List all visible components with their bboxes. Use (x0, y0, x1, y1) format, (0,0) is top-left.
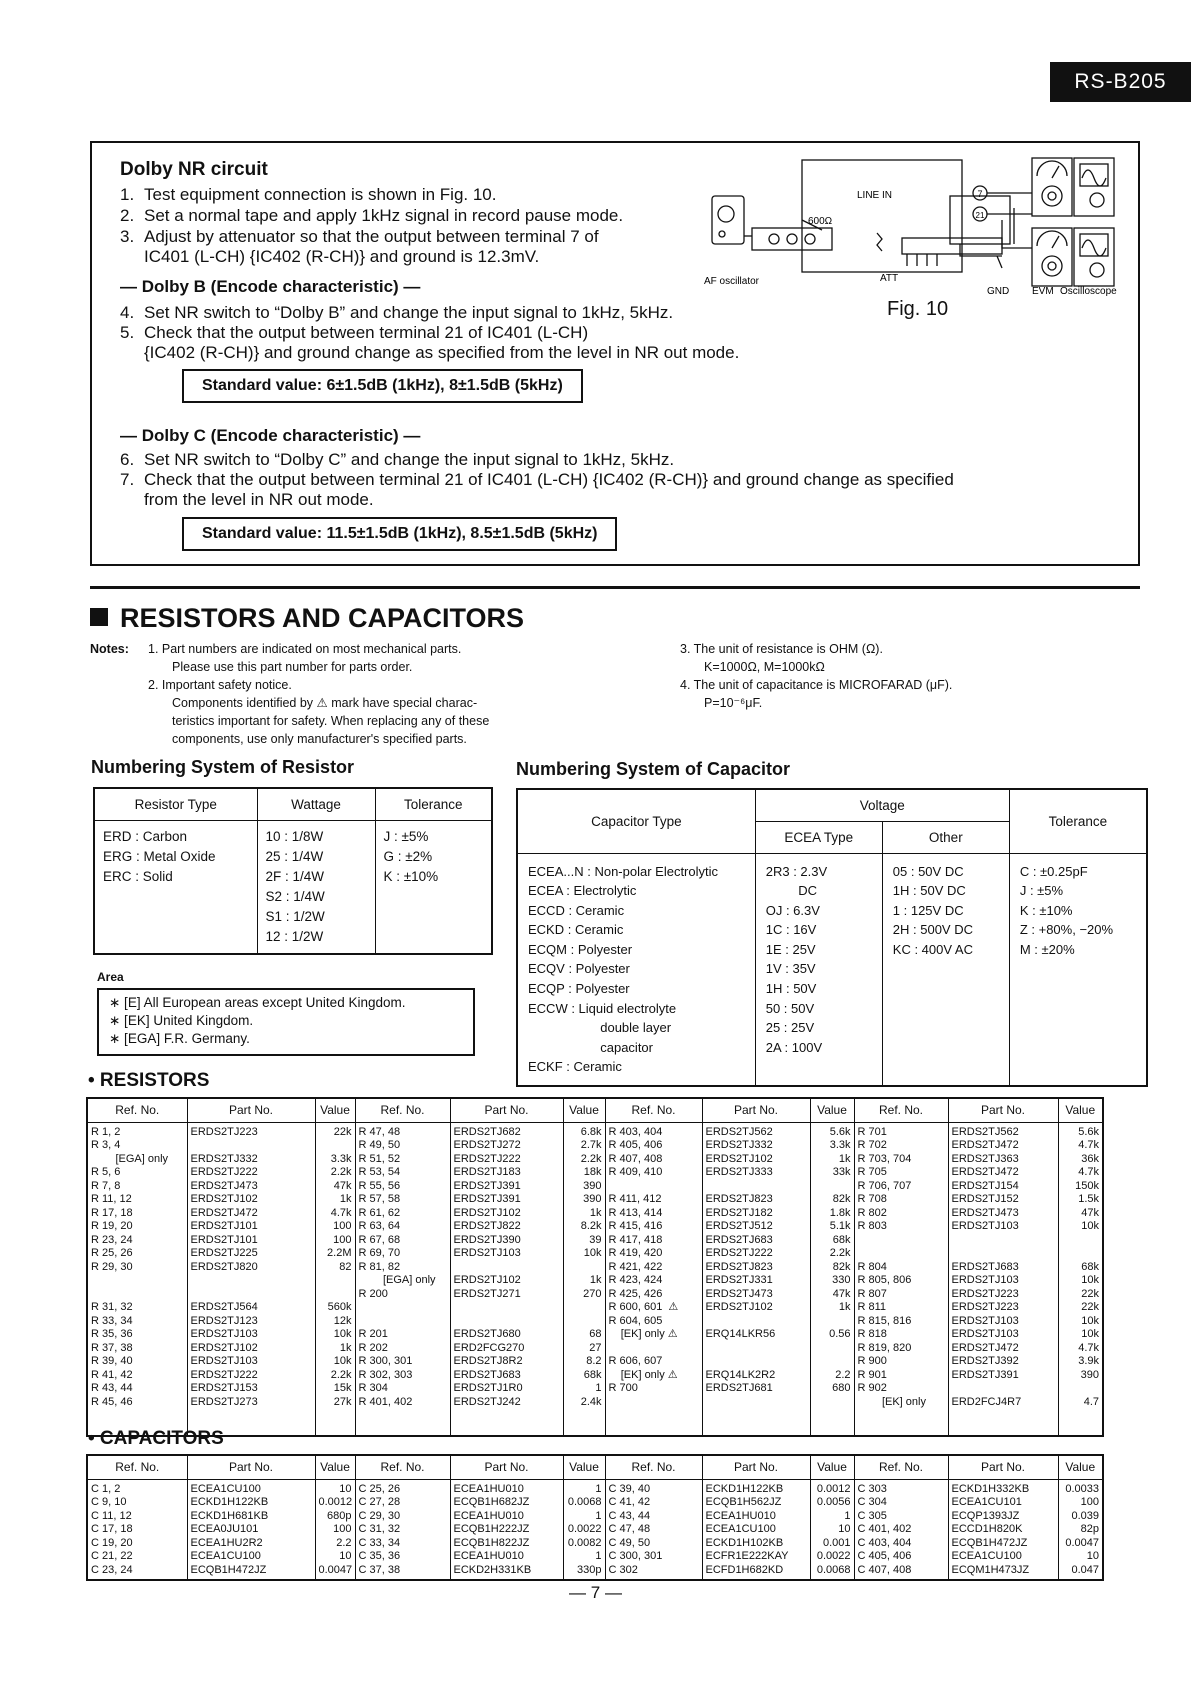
ref-col: C 25, 26 C 27, 28 C 29, 30 C 31, 32 C 33, 34 C 35, 36 C 37, 38 (355, 1479, 450, 1580)
gnd-label: GND (987, 286, 1010, 297)
value-col: 5.6k 4.7k 36k 4.7k 150k 1.5k 47k 10k 68k 10k 22k 22k 10k 10k 4.7k 3.9k 390 4.7 (1058, 1122, 1103, 1436)
ref-col: R 1, 2 R 3, 4 [EGA] only R 5, 6 R 7, 8 R 11, 12 R 17, 18 R 19, 20 R 23, 24 R 25, 26 R 29, 30 R 31, 32 R 33, 34 R 35, 36 R 37, 38 R 39, 40 R 41, 42 R 43, 44 R 45, 46 (87, 1122, 187, 1436)
square-bullet-icon (90, 608, 108, 626)
step-line: from the level in NR out mode. (144, 490, 374, 509)
notes-label: Notes: (90, 642, 129, 656)
part-col: ERDS2TJ223 ERDS2TJ332 ERDS2TJ222 ERDS2TJ473 ERDS2TJ102 ERDS2TJ472 ERDS2TJ101 ERDS2TJ101 ERDS2TJ225 ERDS2TJ820 ERDS2TJ564 ERDS2TJ123 ERDS2TJ103 ERDS2TJ102 ERDS2TJ103 ERDS2TJ222 ERDS2TJ153 ERDS2TJ273 (187, 1122, 315, 1436)
part-col: ECEA1CU100 ECKD1H122KB ECKD1H681KB ECEA0JU101 ECEA1HU2R2 ECEA1CU100 ECQB1H472JZ (187, 1479, 315, 1580)
step-line: 6. Set NR switch to “Dolby C” and change the input signal to 1kHz, 5kHz. (120, 450, 675, 469)
evm-label: EVM (1032, 286, 1054, 297)
value-col: 22k 3.3k 2.2k 47k 1k 4.7k 100 100 2.2M 82 560k 12k 10k 1k 10k 2.2k 15k 27k (315, 1122, 355, 1436)
terminal-21-label: 21 (975, 211, 985, 220)
notes-left: 1. Part numbers are indicated on most mechanical parts. Please use this part number for parts order. 2. Important safety notice. Components identified by ⚠ mark have special charac- teristics important for safety. When replacing any of these components, use only manufacturer's specified parts. (148, 642, 490, 746)
part-col: ECEA1HU010 ECQB1H682JZ ECEA1HU010 ECQB1H222JZ ECQB1H822JZ ECEA1HU010 ECKD2H331KB (450, 1479, 563, 1580)
standard-value-c: Standard value: 11.5±1.5dB (1kHz), 8.5±1.5dB (5kHz) (182, 517, 617, 551)
value-col: 0.0012 0.0056 1 10 0.001 0.0022 0.0068 (810, 1479, 854, 1580)
dolby-title: Dolby NR circuit (120, 159, 268, 180)
value-col: 5.6k 3.3k 1k 33k 82k 1.8k 5.1k 68k 2.2k 82k 330 47k 1k 0.56 2.2 680 (810, 1122, 854, 1436)
dolby-b-heading: — Dolby B (Encode characteristic) — (120, 277, 421, 296)
standard-value-b: Standard value: 6±1.5dB (1kHz), 8±1.5dB (5kHz) (182, 369, 583, 403)
section-title: RESISTORS AND CAPACITORS (90, 603, 524, 634)
ref-col: R 403, 404 R 405, 406 R 407, 408 R 409, 410 R 411, 412 R 413, 414 R 415, 416 R 417, 418 R 419, 420 R 421, 422 R 423, 424 R 425, 426 R 600, 601 ⚠ R 604, 605 [EK] only ⚠ R 606, 607 [EK] only ⚠ R 700 (605, 1122, 702, 1436)
value-col: 6.8k 2.7k 2.2k 18k 390 390 1k 8.2k 39 10k 1k 270 68 27 8.2 68k 1 2.4k (563, 1122, 605, 1436)
model-badge: RS-B205 (1050, 62, 1191, 102)
part-col: ERDS2TJ562 ERDS2TJ472 ERDS2TJ363 ERDS2TJ472 ERDS2TJ154 ERDS2TJ152 ERDS2TJ473 ERDS2TJ103 ERDS2TJ683 ERDS2TJ103 ERDS2TJ223 ERDS2TJ223 ERDS2TJ103 ERDS2TJ103 ERDS2TJ472 ERDS2TJ392 ERDS2TJ391 ERD2FCJ4R7 (948, 1122, 1058, 1436)
step-line: 2. Set a normal tape and apply 1kHz signal in record pause mode. (120, 206, 624, 225)
capacitor-numbering-table: Capacitor Type Voltage Tolerance ECEA Type Other ECEA...N : Non-polar Electrolytic ECEA : Electrolytic ECCD : Ceramic ECKD : Ceramic ECQM : Polyester ECQV : Polyester ECQP : Polyester ECCW : Liquid electrolyte double layer capacitor ECKF : Ceramic 2R3 : 2.3V DC OJ : 6.3V 1C : 16V 1E : 25V 1V : 35V 1H : 50V 50 : 50V 25 : 25V 2A : 100V 05 : 50V DC 1H : 50V DC 1 : 125V DC 2H : 500V DC KC : 400V AC C : ±0.25pF J : ±5% K : ±10% Z : +80%, −20% M : ±20% (516, 788, 1148, 1087)
value-col: 0.0033 100 0.039 82p 0.0047 10 0.047 (1058, 1479, 1103, 1580)
ref-col: C 303 C 304 C 305 C 401, 402 C 403, 404 C 405, 406 C 407, 408 (854, 1479, 948, 1580)
resistors-heading: • RESISTORS (88, 1070, 210, 1091)
page-number: — 7 — (569, 1583, 622, 1602)
ohm-label: 600Ω (808, 216, 833, 227)
dolby-c-heading: — Dolby C (Encode characteristic) — (120, 426, 421, 445)
af-oscillator-label: AF oscillator (704, 276, 760, 287)
capacitors-parts-table: Ref. No. Part No. Value Ref. No. Part No. Value Ref. No. Part No. Value Ref. No. Part No. Value C 1, 2 C 9, 10 C 11, 12 C 17, 18 C 19, 20 C 21, 22 C 23, 24 ECEA1CU100 ECKD1H122KB ECKD1H681KB ECEA0JU101 ECEA1HU2R2 ECEA1CU100 ECQB1H472JZ 10 0.0012 680p 100 2.2 10 0.0047 C 25, 26 C 27, 28 C 29, 30 C 31, 32 C 33, 34 C 35, 36 C 37, 38 ECEA1HU010 ECQB1H682JZ ECEA1HU010 ECQB1H222JZ ECQB1H822JZ ECEA1HU010 ECKD2H331KB 1 0.0068 1 0.0022 0.0082 1 330p C 39, 40 C 41, 42 C 43, 44 C 47, 48 C 49, 50 C 300, 301 C 302 ECKD1H122KB ECQB1H562JZ ECEA1HU010 ECEA1CU100 ECKD1H102KB ECFR1E222KAY ECFD1H682KD 0.0012 0.0056 1 10 0.001 0.0022 0.0068 C 303 C 304 C 305 C 401, 402 C 403, 404 C 405, 406 C 407, 408 ECKD1H332KB ECEA1CU101 ECQP1393JZ ECCD1H820K ECQB1H472JZ ECEA1CU100 ECQM1H473JZ 0.0033 100 0.039 82p 0.0047 10 0.047 (86, 1454, 1104, 1581)
fig10-caption: Fig. 10 (887, 298, 949, 320)
section-divider (90, 586, 1140, 589)
step-line: 3. Adjust by attenuator so that the output between terminal 7 of (120, 227, 599, 246)
step-line: 5. Check that the output between terminal 21 of IC401 (L-CH) (120, 323, 589, 342)
part-col: ECKD1H332KB ECEA1CU101 ECQP1393JZ ECCD1H820K ECQB1H472JZ ECEA1CU100 ECQM1H473JZ (948, 1479, 1058, 1580)
att-label: ATT (880, 273, 899, 284)
step-line: 4. Set NR switch to “Dolby B” and change the input signal to 1kHz, 5kHz. (120, 303, 674, 322)
resistor-numbering-table: Resistor Type Wattage Tolerance ERD : Carbon ERG : Metal Oxide ERC : Solid 10 : 1/8W 25 : 1/4W 2F : 1/4W S2 : 1/4W S1 : 1/2W 12 : 1/2W J : ±5% G : ±2% K : ±10% (93, 787, 493, 955)
value-col: 10 0.0012 680p 100 2.2 10 0.0047 (315, 1479, 355, 1580)
oscilloscope-label: Oscilloscope (1060, 286, 1117, 297)
ref-col: R 701 R 702 R 703, 704 R 705 R 706, 707 R 708 R 802 R 803 R 804 R 805, 806 R 807 R 811 R 815, 816 R 818 R 819, 820 R 900 R 901 R 902 [EK] only (854, 1122, 948, 1436)
area-box: ∗ [E] All European areas except United Kingdom. ∗ [EK] United Kingdom. ∗ [EGA] F.R. Germany. (97, 988, 475, 1056)
area-label: Area (97, 970, 124, 984)
step-line: IC401 (L-CH) {IC402 (R-CH)} and ground is 12.3mV. (144, 247, 540, 266)
ref-col: C 39, 40 C 41, 42 C 43, 44 C 47, 48 C 49, 50 C 300, 301 C 302 (605, 1479, 702, 1580)
step-line: {IC402 (R-CH)} and ground change as specified from the level in NR out mode. (144, 343, 740, 362)
line-in-label: LINE IN (857, 190, 893, 201)
dolby-nr-box (90, 141, 1140, 566)
step-line: 1. Test equipment connection is shown in Fig. 10. (120, 185, 497, 204)
step-line: 7. Check that the output between terminal 21 of IC401 (L-CH) {IC402 (R-CH)} and ground change as specified (120, 470, 954, 489)
capacitors-heading: • CAPACITORS (88, 1428, 224, 1449)
notes-right: 3. The unit of resistance is OHM (Ω). K=1000Ω, M=1000kΩ 4. The unit of capacitance is MICROFARAD (μF). P=10⁻⁶μF. (680, 642, 953, 710)
part-col: ERDS2TJ562 ERDS2TJ332 ERDS2TJ102 ERDS2TJ333 ERDS2TJ823 ERDS2TJ182 ERDS2TJ512 ERDS2TJ683 ERDS2TJ222 ERDS2TJ823 ERDS2TJ331 ERDS2TJ473 ERDS2TJ102 ERQ14LKR56 ERQ14LK2R2 ERDS2TJ681 (702, 1122, 810, 1436)
resistor-numbering-title: Numbering System of Resistor (91, 757, 355, 777)
resistors-parts-table: Ref. No. Part No. Value Ref. No. Part No. Value Ref. No. Part No. Value Ref. No. Part No. Value R 1, 2 R 3, 4 [EGA] only R 5, 6 R 7, 8 R 11, 12 R 17, 18 R 19, 20 R 23, 24 R 25, 26 R 29, 30 R 31, 32 R 33, 34 R 35, 36 R 37, 38 R 39, 40 R 41, 42 R 43, 44 R 45, 46 ERDS2TJ223 ERDS2TJ332 ERDS2TJ222 ERDS2TJ473 ERDS2TJ102 ERDS2TJ472 ERDS2TJ101 ERDS2TJ101 ERDS2TJ225 ERDS2TJ820 ERDS2TJ564 ERDS2TJ123 ERDS2TJ103 ERDS2TJ102 ERDS2TJ103 ERDS2TJ222 ERDS2TJ153 ERDS2TJ273 22k 3.3k 2.2k 47k 1k 4.7k 100 100 2.2M 82 560k 12k 10k 1k 10k 2.2k 15k 27k R 47, 48 R 49, 50 R 51, 52 R 53, 54 R 55, 56 R 57, 58 R 61, 62 R 63, 64 R 67, 68 R 69, 70 R 81, 82 [EGA] only R 200 R 201 R 202 R 300, 301 R 302, 303 R 304 R 401, 402 ERDS2TJ682 ERDS2TJ272 ERDS2TJ222 ERDS2TJ183 ERDS2TJ391 ERDS2TJ391 ERDS2TJ102 ERDS2TJ822 ERDS2TJ390 ERDS2TJ103 ERDS2TJ102 ERDS2TJ271 ERDS2TJ680 ERD2FCG270 ERDS2TJ8R2 ERDS2TJ683 ERDS2TJ1R0 ERDS2TJ242 6.8k 2.7k 2.2k 18k 390 390 1k 8.2k 39 10k 1k 270 68 27 8.2 68k 1 2.4k R 403, 404 R 405, 406 R 407, 408 R 409, 410 R 411, 412 R 413, 414 R 415, 416 R 417, 418 R 419, 420 R 421, 422 R 423, 424 R 425, 426 R 600, 601 ⚠ R 604, 605 [EK] only ⚠ R 606, 607 [EK] only ⚠ R 700 ERDS2TJ562 ERDS2TJ332 ERDS2TJ102 ERDS2TJ333 ERDS2TJ823 ERDS2TJ182 ERDS2TJ512 ERDS2TJ683 ERDS2TJ222 ERDS2TJ823 ERDS2TJ331 ERDS2TJ473 ERDS2TJ102 ERQ14LKR56 ERQ14LK2R2 ERDS2TJ681 5.6k 3.3k 1k 33k 82k 1.8k 5.1k 68k 2.2k 82k 330 47k 1k 0.56 2.2 680 R 701 R 702 R 703, 704 R 705 R 706, 707 R 708 R 802 R 803 R 804 R 805, 806 R 807 R 811 R 815, 816 R 818 R 819, 820 R 900 R 901 R 902 [EK] only ERDS2TJ562 ERDS2TJ472 ERDS2TJ363 ERDS2TJ472 ERDS2TJ154 ERDS2TJ152 ERDS2TJ473 ERDS2TJ103 ERDS2TJ683 ERDS2TJ103 ERDS2TJ223 ERDS2TJ223 ERDS2TJ103 ERDS2TJ103 ERDS2TJ472 ERDS2TJ392 ERDS2TJ391 ERD2FCJ4R7 5.6k 4.7k 36k 4.7k 150k 1.5k 47k 10k 68k 10k 22k 22k 10k 10k 4.7k 3.9k 390 4.7 (86, 1097, 1104, 1437)
capacitor-numbering-title: Numbering System of Capacitor (516, 759, 791, 779)
ref-col: R 47, 48 R 49, 50 R 51, 52 R 53, 54 R 55, 56 R 57, 58 R 61, 62 R 63, 64 R 67, 68 R 69, 70 R 81, 82 [EGA] only R 200 R 201 R 202 R 300, 301 R 302, 303 R 304 R 401, 402 (355, 1122, 450, 1436)
part-col: ECKD1H122KB ECQB1H562JZ ECEA1HU010 ECEA1CU100 ECKD1H102KB ECFR1E222KAY ECFD1H682KD (702, 1479, 810, 1580)
value-col: 1 0.0068 1 0.0022 0.0082 1 330p (563, 1479, 605, 1580)
terminal-7-label: 7 (977, 189, 983, 199)
ref-col: C 1, 2 C 9, 10 C 11, 12 C 17, 18 C 19, 20 C 21, 22 C 23, 24 (87, 1479, 187, 1580)
fig10-connection-diagram (702, 148, 1132, 300)
part-col: ERDS2TJ682 ERDS2TJ272 ERDS2TJ222 ERDS2TJ183 ERDS2TJ391 ERDS2TJ391 ERDS2TJ102 ERDS2TJ822 ERDS2TJ390 ERDS2TJ103 ERDS2TJ102 ERDS2TJ271 ERDS2TJ680 ERD2FCG270 ERDS2TJ8R2 ERDS2TJ683 ERDS2TJ1R0 ERDS2TJ242 (450, 1122, 563, 1436)
